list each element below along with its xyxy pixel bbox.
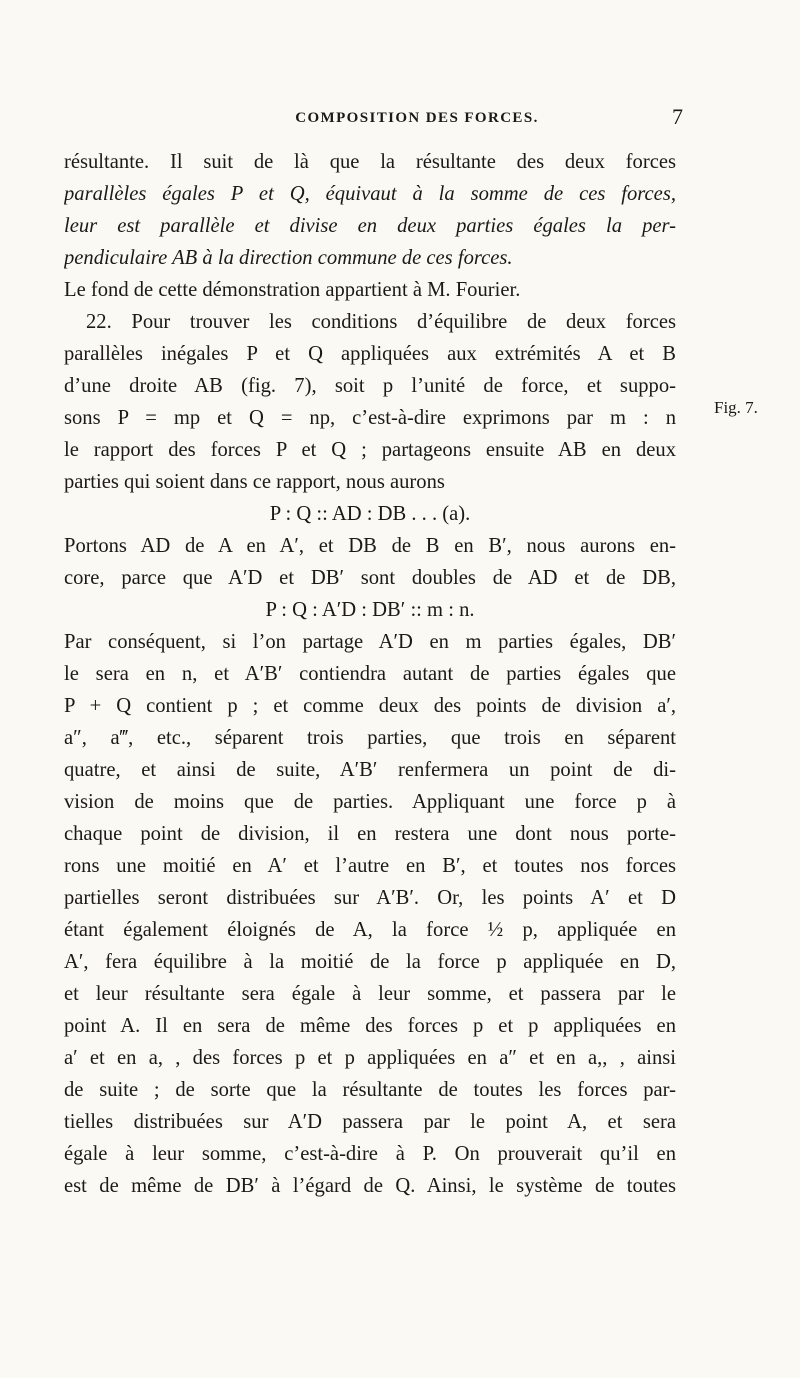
figure-margin-note: Fig. 7. bbox=[714, 398, 758, 417]
text-line: Par conséquent, si l’on partage A′D en m parties égales, DB′ bbox=[64, 631, 676, 653]
proportion-formula: P : Q :: AD : DB . . . (a). bbox=[269, 503, 471, 525]
text-line: parallèles inégales P et Q appliquées aux extrémités A et B bbox=[64, 343, 676, 365]
running-head: COMPOSITION DES FORCES. bbox=[295, 110, 539, 126]
text-line: leur est parallèle et divise en deux parties égales la per- bbox=[64, 215, 676, 237]
text-line: résultante. Il suit de là que la résultante des deux forces bbox=[64, 151, 676, 173]
text-line: core, parce que A′D et DB′ sont doubles de AD et de DB, bbox=[64, 567, 676, 589]
text-line: a′ et en a, , des forces p et p appliquées en a″ et en a,, , ainsi bbox=[64, 1047, 676, 1069]
text-line: point A. Il en sera de même des forces p et p appliquées en bbox=[64, 1015, 676, 1037]
text-line: parallèles égales P et Q, équivaut à la somme de ces forces, bbox=[64, 183, 676, 205]
text-line: égale à leur somme, c’est-à-dire à P. On prouverait qu’il en bbox=[64, 1143, 676, 1165]
text-line: et leur résultante sera égale à leur somme, et passera par le bbox=[64, 983, 676, 1005]
text-line: vision de moins que de parties. Appliquant une force p à bbox=[64, 791, 676, 813]
text-line: tielles distribuées sur A′D passera par le point A, et sera bbox=[64, 1111, 676, 1133]
text-line: est de même de DB′ à l’égard de Q. Ainsi, le système de toutes bbox=[64, 1175, 676, 1197]
text-line: a″, a‴, etc., séparent trois parties, que trois en séparent bbox=[64, 727, 676, 749]
text-line: Le fond de cette démonstration appartient à M. Fourier. bbox=[64, 279, 521, 301]
text-line: étant également éloignés de A, la force ½ p, appliquée en bbox=[64, 919, 676, 941]
text-line: chaque point de division, il en restera une dont nous porte- bbox=[64, 823, 676, 845]
text-line: rons une moitié en A′ et l’autre en B′, et toutes nos forces bbox=[64, 855, 676, 877]
text-line: P + Q contient p ; et comme deux des points de division a′, bbox=[64, 695, 676, 717]
text-line: le rapport des forces P et Q ; partageons ensuite AB en deux bbox=[64, 439, 676, 461]
text-line: le sera en n, et A′B′ contiendra autant de parties égales que bbox=[64, 663, 676, 685]
text-line: A′, fera équilibre à la moitié de la force p appliquée en D, bbox=[64, 951, 676, 973]
text-line: 22. Pour trouver les conditions d’équilibre de deux forces bbox=[86, 311, 676, 333]
text-line: d’une droite AB (fig. 7), soit p l’unité de force, et suppo- bbox=[64, 375, 676, 397]
text-line: sons P = mp et Q = np, c’est-à-dire exprimons par m : n bbox=[64, 407, 676, 429]
text-line: parties qui soient dans ce rapport, nous aurons bbox=[64, 471, 445, 493]
page-number: 7 bbox=[672, 104, 683, 129]
text-line: Portons AD de A en A′, et DB de B en B′, nous aurons en- bbox=[64, 535, 676, 557]
text-line: de suite ; de sorte que la résultante de toutes les forces par- bbox=[64, 1079, 676, 1101]
text-line: partielles seront distribuées sur A′B′. Or, les points A′ et D bbox=[64, 887, 676, 909]
proportion-formula: P : Q : A′D : DB′ :: m : n. bbox=[265, 599, 475, 621]
text-line: quatre, et ainsi de suite, A′B′ renfermera un point de di- bbox=[64, 759, 676, 781]
body-text bbox=[64, 146, 676, 1202]
text-line: pendiculaire AB à la direction commune de ces forces. bbox=[64, 247, 513, 269]
